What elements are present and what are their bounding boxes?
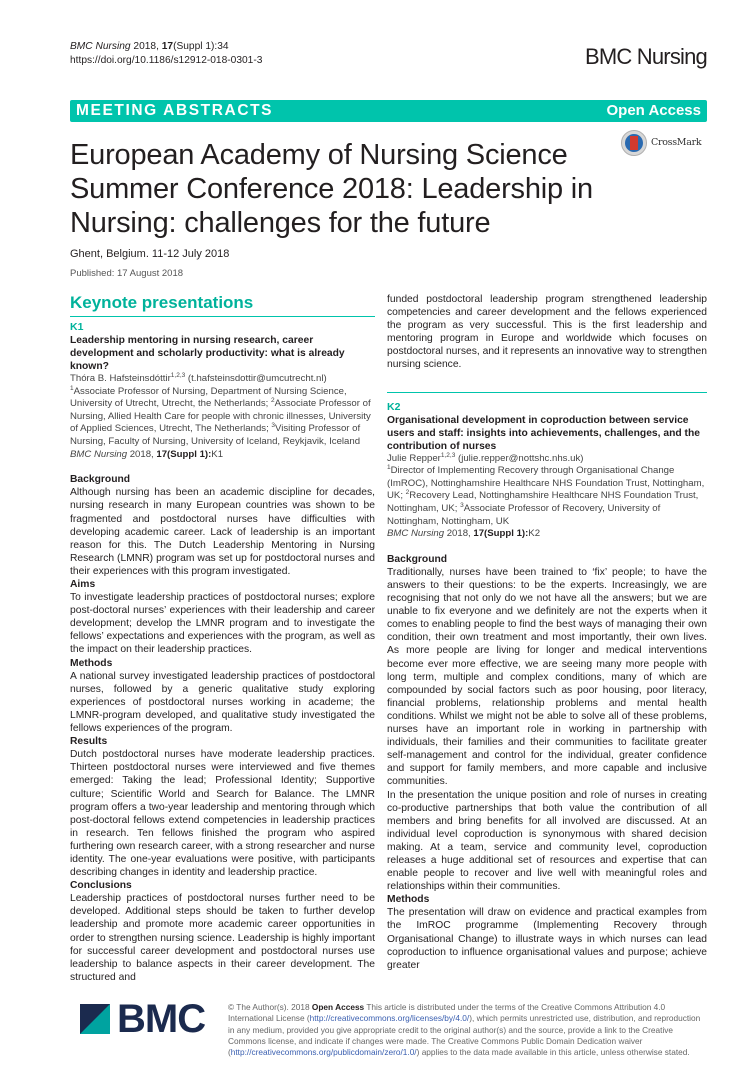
heading-conclusions: Conclusions	[70, 880, 132, 892]
public-domain-link[interactable]: http://creativecommons.org/publicdomain/zero/1.0/	[230, 1047, 417, 1058]
heading-background: Background	[70, 474, 131, 486]
paragraph-methods: The presentation will draw on evidence and practical examples from the ImROC programme (Implementing Recovery through Organisational Change) to illustrate ways in which nurses can lead coproduction to influence organisational values and purpose; achieve greater	[387, 907, 707, 971]
heading-results: Results	[70, 736, 108, 748]
conference-location: Ghent, Belgium. 11-12 July 2018	[70, 248, 230, 260]
abstract-title-k1: Leadership mentoring in nursing research, career development and scholarly productivity: what is already known?	[70, 335, 345, 373]
affiliation-marker: 3	[271, 422, 276, 430]
volume: 17	[161, 41, 174, 52]
abstract-divider	[387, 392, 707, 393]
citation-year: 2018,	[444, 528, 474, 540]
banner-label: MEETING ABSTRACTS	[76, 102, 274, 119]
abstract-id-k2: K2	[387, 400, 401, 413]
paragraph-aims: To investigate leadership practices of postdoctoral nurses; explore post-doctoral nurses’ experiences with their leadership and career development; develop the LMNR program and to investigate the fellows’ expectations and experiences with the program, as well as the impact on their leadership practices.	[70, 592, 375, 656]
left-column	[70, 293, 375, 984]
citation-id: K2	[528, 528, 541, 540]
affiliation-marker: 2	[405, 489, 410, 497]
bookmark-icon	[630, 136, 638, 150]
citation-year: 2018,	[127, 448, 157, 460]
open-access-label: Open Access	[606, 102, 701, 119]
affiliations-k1	[70, 386, 375, 449]
article-title: European Academy of Nursing Science Summer Conference 2018: Leadership in Nursing: challenges for the future	[70, 139, 593, 239]
open-access-bold: Open Access	[311, 1001, 365, 1012]
license-text: ), which permits unrestricted use, distribution, and reproduction in any medium, provided you give appropriate credit to the original author(s) and the source, provide a link to the Creative Commons license, and indicate if changes were made. The Creative Commons Public Domain Dedication waiver (	[228, 1013, 701, 1058]
author-name: Julie Repper	[387, 452, 441, 464]
author-name: Thóra B. Hafsteinsdóttir	[70, 373, 171, 385]
paragraph-conclusions-continued: funded postdoctoral leadership program strengthened leadership competencies and career development and the fellows experienced the program as very successful. This is the first leadership and mentoring program in Europe and worldwide which focuses on postdoctoral nurses, and it represents an innovative way to strengthen nursing science.	[387, 294, 707, 371]
citation-year: 2018,	[130, 41, 162, 52]
bmc-logo-triangle	[80, 1004, 110, 1034]
heading-methods: Methods	[387, 894, 430, 906]
affiliation-marker: 1	[70, 384, 74, 392]
bmc-logo-text: BMC	[117, 996, 206, 1041]
license-text: ) applies to the data made available in this article, unless otherwise stated.	[416, 1047, 690, 1058]
citation-issue: (Suppl 1):34	[173, 41, 229, 52]
affiliation: Recovery Lead, Nottinghamshire Healthcare NHS Foundation Trust, Nottingham, UK;	[387, 490, 699, 515]
title-row	[70, 130, 707, 240]
citation-k2	[387, 528, 707, 541]
meeting-abstracts-banner	[70, 100, 707, 122]
paragraph-background-2: In the presentation the unique position and role of nurses in creating co-productive partnerships that both value the contribution of all members and bring benefits for all involved are discussed. At an individual level coproduction is synonymous with shared decision making. At a team, service and community level, coproduction releases a huge additional set of resources and expertise that can enable people to recover and live well with meaningful roles and relationships within their communities.	[387, 789, 707, 893]
paragraph-background: Although nursing has been an academic discipline for decades, nursing research in many European countries was shown to be fragmented and postdoctoral nurses have difficulties with developing academic career. Lack of leadership is an important reason for this. The Dutch Leadership Mentoring in Nursing Research (LMNR) program was set up for postdoctoral nurses and their experiences with this program investigated.	[70, 487, 375, 577]
affiliations-k2	[387, 465, 707, 528]
affiliation: Associate Professor of Nursing, Department of Nursing Science, University of Utrecht, Utrecht, the Netherlands;	[70, 385, 347, 410]
license-notice	[228, 1002, 707, 1058]
citation-volume: 17(Suppl 1):	[473, 528, 529, 540]
license-link[interactable]: http://creativecommons.org/licenses/by/4.0/	[309, 1013, 470, 1024]
citation-volume: 17(Suppl 1):	[156, 448, 212, 460]
heading-aims: Aims	[70, 579, 96, 590]
journal-citation	[70, 40, 262, 54]
author-superscript: 1,2,3	[170, 371, 186, 379]
footer	[70, 996, 707, 1058]
citation-k1	[70, 449, 375, 462]
header	[70, 40, 707, 70]
journal-name: BMC Nursing	[70, 41, 131, 52]
paragraph-conclusions: Leadership practices of postdoctoral nurses further need to be developed. Additional steps should be taken to further develop leadership and promote more academic career opportunities in order to strengthen nursing science. Leadership is highly important for successful career development and postdoctoral nurses use leadership to balance aspects in their career development. The structured and	[70, 893, 375, 983]
section-title: Keynote presentations	[70, 293, 375, 317]
license-text: This article is distributed under the terms of the Creative Commons Attribution 4.0 International License (	[228, 1001, 666, 1024]
citation-id: K1	[211, 448, 224, 460]
affiliation: Associate Professor of Nursing, Allied Health Care for people with chronic illnesses, University of Applied Sciences, Utrecht, The Netherlands;	[70, 398, 371, 435]
author-k2	[387, 453, 707, 466]
citation-journal: BMC Nursing	[70, 448, 128, 460]
affiliation-marker: 2	[271, 397, 275, 405]
author-email[interactable]: (t.hafsteinsdottir@umcutrecht.nl)	[187, 373, 327, 385]
heading-methods: Methods	[70, 657, 113, 669]
running-head	[70, 40, 262, 68]
affiliation-marker: 1	[387, 464, 391, 472]
abstract-title-k2: Organisational development in coproduction between service users and staff: insights into achievements, challenges, and the contribution of nurses	[387, 414, 700, 452]
author-superscript: 1,2,3	[440, 451, 456, 459]
affiliation: Visiting Professor of Nursing, Faculty of Nursing, University of Iceland, Reykjavik, Iceland	[70, 423, 361, 448]
citation-journal: BMC Nursing	[387, 528, 445, 540]
journal-brand: BMC Nursing	[584, 44, 707, 69]
paragraph-results: Dutch postdoctoral nurses have moderate leadership practices. Thirteen postdoctoral nurses were interviewed and five themes emerged: Taking the lead; Professional Identity; Supportive culture; Scientific World and Search for Balance. The LMNR program offers a two-year leadership and mentoring through which post-doctoral fellows extend competencies in leadership practices in research. Ten fellows finished the program who aspired furthering own research career, with a strong researcher and nurse identity. The one-year evaluations were positive, with participants describing changes in identity and leadership practice.	[70, 749, 375, 879]
right-column	[387, 293, 707, 972]
doi-link[interactable]: https://doi.org/10.1186/s12912-018-0301-3	[70, 55, 263, 66]
body-columns	[70, 293, 707, 984]
affiliation: Director of Implementing Recovery through Organisational Change (ImROC), Nottinghamshire Healthcare NHS Foundation Trust, Nottingham, UK;	[387, 465, 705, 502]
abstract-id-k1: K1	[70, 321, 84, 333]
heading-background: Background	[387, 553, 448, 565]
copyright: © The Author(s). 2018	[228, 1001, 312, 1012]
published-date: Published: 17 August 2018	[70, 268, 184, 279]
bmc-logo	[80, 996, 228, 1046]
affiliation-marker: 3	[460, 501, 464, 509]
affiliation: Associate Professor of Recovery, University of Nottingham, Nottingham, UK	[387, 503, 661, 527]
author-k1	[70, 373, 375, 386]
paragraph-methods: A national survey investigated leadership practices of postdoctoral nurses, followed by a generic qualitative study exploring experiences of postdoctoral nurses working in academe; the LMNR-program developed, and qualitative study investigated the fellows experiences of the program.	[70, 670, 375, 735]
author-email[interactable]: (julie.repper@nottshc.nhs.uk)	[458, 452, 584, 464]
paragraph-background: Traditionally, nurses have been trained to ‘fix’ people; to have the answers to their questions: to be the experts. Increasingly, we are recognising that not only do we not have all the answers; but we are unable to fix everyone and we definitely are not the experts when it comes to enabling people to find the best ways of managing their own condition, their own treatment and most importantly, their own lives. As more people are living for longer and medical interventions become ever more effective, we are seeing many more people with long term, multiple and complex conditions, many of which are compounded by social factors such as poor housing, poor literacy, financial problems, relationship problems and mental health conditions. Whilst we might not be able to solve all of these problems, nurses have an important role in working in partnership with individuals, their families and their communities to facilitate greater self-management and control for the individual, greater confidence and support for family members, and more capable and inclusive communities.	[387, 566, 707, 788]
crossmark-button[interactable]	[621, 130, 713, 160]
crossmark-label: CrossMark	[651, 137, 702, 148]
